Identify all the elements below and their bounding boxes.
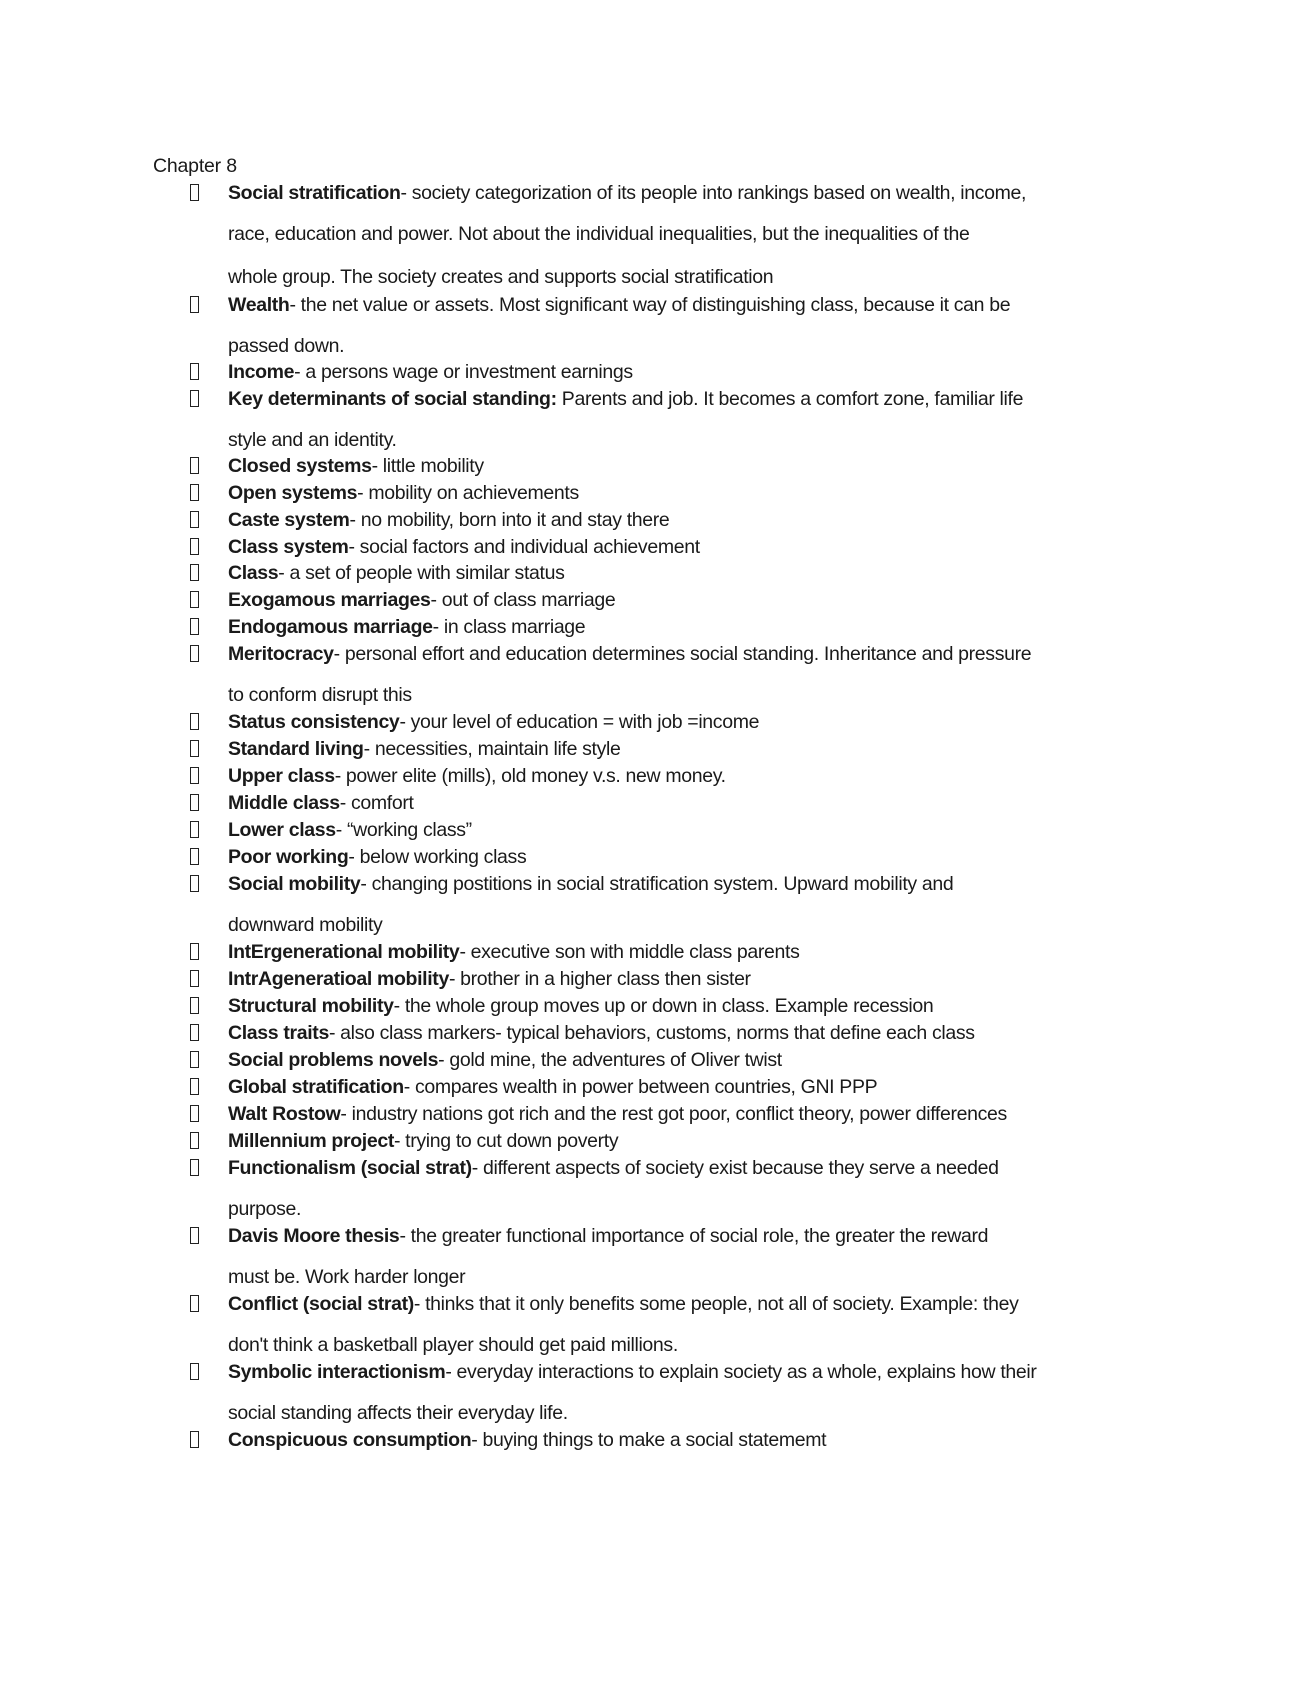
term-text-line — [228, 737, 620, 761]
missing-glyph-bullet-icon — [190, 564, 199, 581]
term-definition: - different aspects of society exist because they serve a needed — [471, 1157, 999, 1179]
term-text-line — [228, 334, 344, 358]
term-text-line — [228, 1401, 568, 1425]
term-definition: - a set of people with similar status — [278, 562, 565, 584]
term-definition: - buying things to make a social statememt — [471, 1429, 827, 1451]
missing-glyph-bullet-icon — [190, 1227, 199, 1244]
term-definition: - gold mine, the adventures of Oliver twist — [438, 1049, 782, 1071]
missing-glyph-bullet-icon — [190, 767, 199, 784]
missing-glyph-bullet-icon — [190, 970, 199, 987]
term-text-line — [228, 940, 800, 964]
term-text-line — [228, 1129, 618, 1153]
term-text-line — [228, 845, 526, 869]
term-definition: - changing postitions in social stratification system. Upward mobility and — [360, 873, 954, 895]
term-name: Functionalism (social strat) — [228, 1157, 472, 1179]
missing-glyph-bullet-icon — [190, 997, 199, 1014]
term-text-line — [228, 1021, 975, 1045]
term-name: IntErgenerational mobility — [228, 941, 460, 963]
missing-glyph-bullet-icon — [190, 363, 199, 380]
term-definition: downward mobility — [228, 914, 383, 936]
term-definition: - your level of education = with job =income — [399, 711, 760, 733]
term-definition: - power elite (mills), old money v.s. new money. — [334, 765, 726, 787]
term-definition: must be. Work harder longer — [228, 1266, 466, 1288]
term-definition: - little mobility — [371, 455, 484, 477]
term-text-line — [228, 683, 412, 707]
missing-glyph-bullet-icon — [190, 1078, 199, 1095]
term-text-line — [228, 561, 564, 585]
term-name: Endogamous marriage — [228, 616, 433, 638]
term-text-line — [228, 764, 726, 788]
term-definition: - trying to cut down poverty — [393, 1130, 619, 1152]
term-text-line — [228, 818, 472, 842]
missing-glyph-bullet-icon — [190, 713, 199, 730]
term-definition: passed down. — [228, 335, 345, 357]
term-name: Lower class — [228, 819, 336, 841]
missing-glyph-bullet-icon — [190, 184, 199, 201]
term-text-line — [228, 1292, 1019, 1316]
term-text-line — [228, 710, 759, 734]
term-definition: - personal effort and education determines social standing. Inheritance and pressure — [333, 643, 1032, 665]
missing-glyph-bullet-icon — [190, 390, 199, 407]
term-name: Upper class — [228, 765, 335, 787]
term-name: Closed systems — [228, 455, 372, 477]
term-name: Davis Moore thesis — [228, 1225, 400, 1247]
missing-glyph-bullet-icon — [190, 943, 199, 960]
missing-glyph-bullet-icon — [190, 1105, 199, 1122]
term-definition: - brother in a higher class then sister — [448, 968, 751, 990]
term-name: Social stratification — [228, 182, 401, 204]
missing-glyph-bullet-icon — [190, 1431, 199, 1448]
term-definition: - thinks that it only benefits some people, not all of society. Example: they — [413, 1293, 1019, 1315]
term-name: Wealth — [228, 294, 290, 316]
missing-glyph-bullet-icon — [190, 618, 199, 635]
term-text-line — [228, 1156, 999, 1180]
missing-glyph-bullet-icon — [190, 511, 199, 528]
term-name: Global stratification — [228, 1076, 404, 1098]
term-text-line — [228, 428, 397, 452]
term-text-line — [228, 387, 1023, 411]
term-text-line — [228, 454, 484, 478]
term-name: Class system — [228, 536, 349, 558]
missing-glyph-bullet-icon — [190, 591, 199, 608]
term-name: Middle class — [228, 792, 340, 814]
term-name: Exogamous marriages — [228, 589, 431, 611]
missing-glyph-bullet-icon — [190, 484, 199, 501]
term-definition: - below working class — [348, 846, 527, 868]
term-definition: whole group. The society creates and supports social stratification — [228, 266, 774, 288]
term-text-line — [228, 642, 1031, 666]
term-text-line — [228, 791, 414, 815]
term-text-line — [228, 588, 615, 612]
term-text-line — [228, 1265, 465, 1289]
term-text-line — [228, 615, 585, 639]
term-definition: - everyday interactions to explain society as a whole, explains how their — [445, 1361, 1037, 1383]
term-definition: - industry nations got rich and the rest got poor, conflict theory, power differences — [340, 1103, 1007, 1125]
missing-glyph-bullet-icon — [190, 1132, 199, 1149]
missing-glyph-bullet-icon — [190, 457, 199, 474]
term-text-line — [228, 1333, 678, 1357]
term-definition: - mobility on achievements — [357, 482, 579, 504]
term-text-line — [228, 913, 382, 937]
term-definition: - society categorization of its people into rankings based on wealth, income, — [400, 182, 1027, 204]
missing-glyph-bullet-icon — [190, 740, 199, 757]
term-name: Conspicuous consumption — [228, 1429, 472, 1451]
missing-glyph-bullet-icon — [190, 645, 199, 662]
term-name: Social problems novels — [228, 1049, 439, 1071]
term-definition: - out of class marriage — [430, 589, 616, 611]
term-name: Open systems — [228, 482, 358, 504]
term-definition: - the net value or assets. Most significant way of distinguishing class, because it can be — [289, 294, 1011, 316]
missing-glyph-bullet-icon — [190, 1051, 199, 1068]
term-definition: purpose. — [228, 1198, 302, 1220]
term-name: Income — [228, 361, 295, 383]
term-name: Meritocracy — [228, 643, 334, 665]
term-text-line — [228, 293, 1010, 317]
term-definition: - also class markers- typical behaviors, customs, norms that define each class — [328, 1022, 975, 1044]
term-text-line — [228, 360, 633, 384]
term-text-line — [228, 1360, 1037, 1384]
term-definition: - social factors and individual achievement — [348, 536, 700, 558]
missing-glyph-bullet-icon — [190, 538, 199, 555]
term-name: Class — [228, 562, 279, 584]
term-definition: - the greater functional importance of social role, the greater the reward — [399, 1225, 989, 1247]
term-definition: - necessities, maintain life style — [363, 738, 621, 760]
missing-glyph-bullet-icon — [190, 848, 199, 865]
term-definition: don't think a basketball player should get paid millions. — [228, 1334, 678, 1356]
missing-glyph-bullet-icon — [190, 1024, 199, 1041]
missing-glyph-bullet-icon — [190, 1363, 199, 1380]
term-text-line — [228, 535, 700, 559]
term-text-line — [228, 872, 953, 896]
term-name: Class traits — [228, 1022, 329, 1044]
missing-glyph-bullet-icon — [190, 296, 199, 313]
term-name: Poor working — [228, 846, 349, 868]
term-text-line — [228, 1428, 826, 1452]
term-name: Walt Rostow — [228, 1103, 341, 1125]
term-definition: - executive son with middle class parents — [459, 941, 800, 963]
missing-glyph-bullet-icon — [190, 1159, 199, 1176]
term-definition: - compares wealth in power between countries, GNI PPP — [403, 1076, 878, 1098]
term-text-line — [228, 265, 773, 289]
term-definition: - “working class” — [335, 819, 472, 841]
term-text-line — [228, 967, 751, 991]
term-definition: - in class marriage — [432, 616, 586, 638]
term-definition: - the whole group moves up or down in class. Example recession — [393, 995, 934, 1017]
term-name: Conflict (social strat) — [228, 1293, 414, 1315]
term-name: Caste system — [228, 509, 350, 531]
term-text-line — [228, 1102, 1007, 1126]
missing-glyph-bullet-icon — [190, 821, 199, 838]
term-definition: social standing affects their everyday life. — [228, 1402, 568, 1424]
term-text-line — [228, 508, 669, 532]
term-text-line — [228, 1224, 988, 1248]
missing-glyph-bullet-icon — [190, 1295, 199, 1312]
term-text-line — [228, 481, 579, 505]
term-definition: - no mobility, born into it and stay there — [349, 509, 670, 531]
missing-glyph-bullet-icon — [190, 794, 199, 811]
term-definition: to conform disrupt this — [228, 684, 412, 706]
term-text-line — [228, 994, 933, 1018]
term-name: Key determinants of social standing: — [228, 388, 557, 410]
term-definition: race, education and power. Not about the individual inequalities, but the inequalities of the — [228, 223, 970, 245]
term-definition: style and an identity. — [228, 429, 397, 451]
chapter-heading: Chapter 8 — [153, 155, 237, 177]
term-text-line — [228, 222, 969, 246]
term-name: Symbolic interactionism — [228, 1361, 446, 1383]
term-definition: - a persons wage or investment earnings — [294, 361, 633, 383]
term-text-line — [228, 1197, 301, 1221]
term-text-line — [228, 181, 1026, 205]
term-name: Social mobility — [228, 873, 361, 895]
term-name: Millennium project — [228, 1130, 394, 1152]
term-definition: Parents and job. It becomes a comfort zone, familiar life — [556, 388, 1024, 410]
term-text-line — [228, 1075, 877, 1099]
term-name: Structural mobility — [228, 995, 394, 1017]
missing-glyph-bullet-icon — [190, 875, 199, 892]
term-text-line — [228, 1048, 782, 1072]
term-name: Status consistency — [228, 711, 400, 733]
term-name: IntrAgeneratioal mobility — [228, 968, 449, 990]
term-name: Standard living — [228, 738, 364, 760]
term-definition: - comfort — [339, 792, 414, 814]
